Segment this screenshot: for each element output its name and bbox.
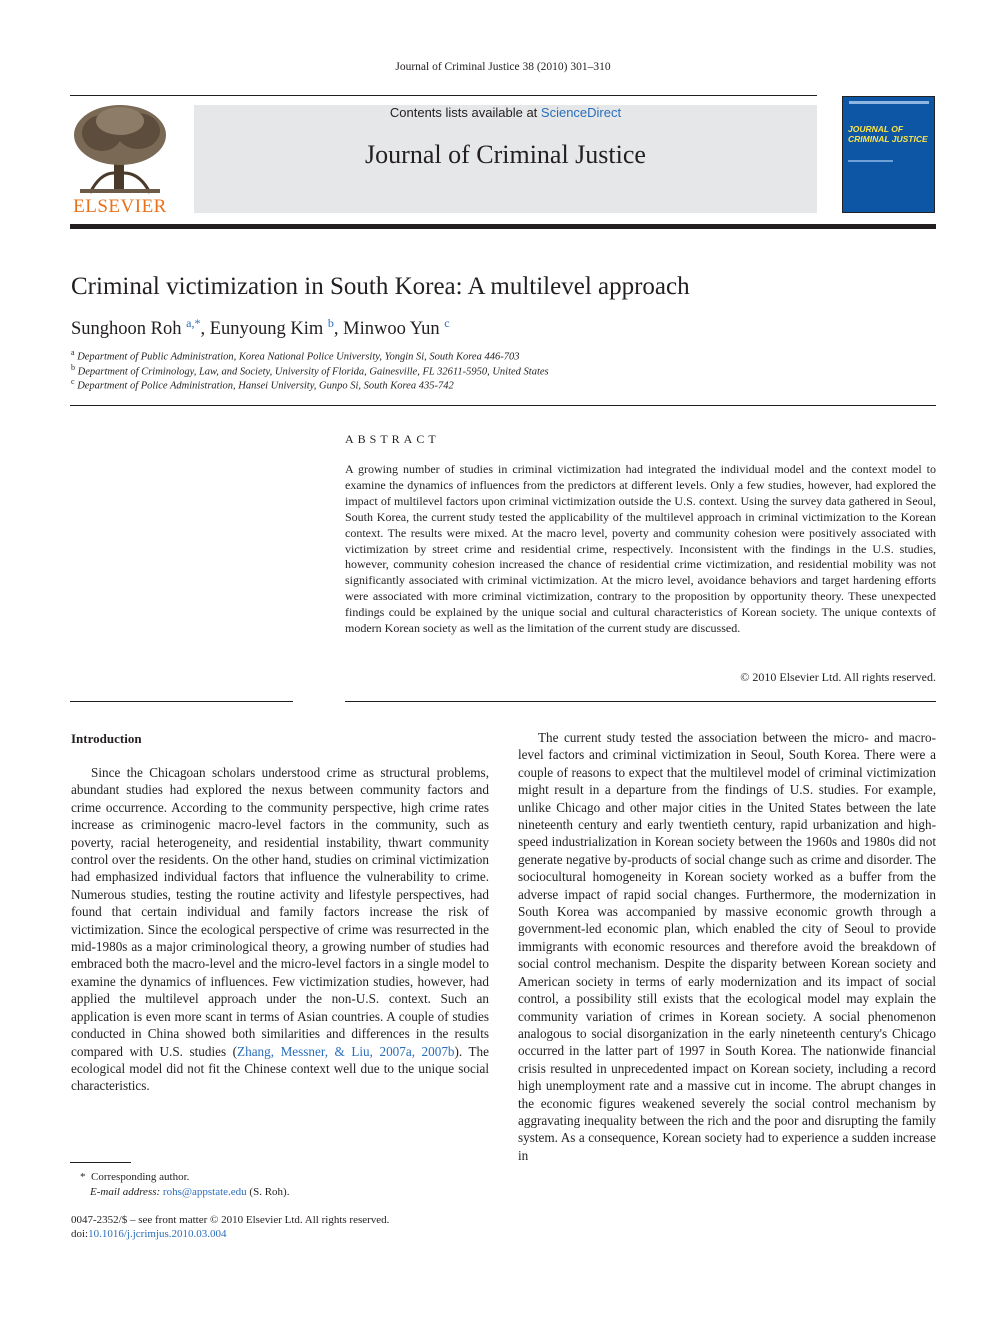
- affiliation-text: Department of Criminology, Law, and Society, University of Florida, Gainesville, FL 32611-5950, United States: [77, 366, 549, 378]
- citation-link[interactable]: Zhang, Messner, & Liu, 2007a, 2007b: [237, 1043, 455, 1059]
- footnote-text: Corresponding author.: [91, 1171, 190, 1183]
- affiliation: [71, 348, 519, 363]
- doi-link[interactable]: 10.1016/j.jcrimjus.2010.03.004: [88, 1228, 227, 1240]
- cover-title: JOURNAL OF CRIMINAL JUSTICE: [848, 124, 928, 144]
- cover-top-band: [849, 101, 929, 104]
- article-title: Criminal victimization in South Korea: A multilevel approach: [71, 273, 690, 300]
- author-name: Sunghoon Roh: [71, 319, 182, 340]
- journal-title: Journal of Criminal Justice: [365, 140, 646, 169]
- left-column-rule: [70, 701, 293, 702]
- affiliation-text: Department of Police Administration, Hansei University, Gunpo Si, South Korea 435-742: [77, 380, 454, 392]
- body-column-right: [518, 729, 936, 1164]
- paragraph: [71, 764, 489, 1095]
- footnote-rule: [70, 1162, 131, 1163]
- paragraph-text: ). The ecological model did not fit the Chinese context well due to the unique social characteristics.: [71, 1043, 489, 1094]
- author-affiliation-mark[interactable]: c: [444, 316, 450, 330]
- email-link[interactable]: rohs@appstate.edu: [162, 1186, 247, 1198]
- abstract-heading: ABSTRACT: [345, 432, 440, 446]
- doi-line: [71, 1228, 227, 1240]
- contents-line: [194, 105, 817, 120]
- header-thick-rule: [70, 224, 936, 229]
- sciencedirect-link[interactable]: ScienceDirect: [540, 105, 622, 120]
- abstract-copyright: © 2010 Elsevier Ltd. All rights reserved.: [740, 670, 936, 684]
- affiliation-mark: a: [71, 348, 75, 357]
- abstract-text: A growing number of studies in criminal victimization had integrated the individual model and the context model to examine the dynamics of influences from the predictors at different levels. Only a few studies, however, had explored the impact of multilevel factors upon criminal victimization outside the U.S. context. Using the survey data gathered in Seoul, South Korea, the current study tested the applicability of the multilevel approach in criminal victimization to the Korean context. The results were mixed. At the macro level, poverty and community cohesion were positively associated with victimization by street crime and residential crime, respectively. Inconsistent with the findings in the U.S. studies, however, community cohesion increased the chance of residential crime victimization, and residential mobility was not significantly associated with criminal victimization. At the micro level, avoidance behaviors and target hardening efforts were associated with more criminal victimization, contrary to the proposition by opportunity theory. These unexpected findings could be explained by the unique social and cultural characteristics of Korean society. The unique contexts of modern Korean society as well as the limitation of the current study are discussed.: [345, 462, 936, 636]
- author-affiliation-mark[interactable]: a,*: [186, 316, 201, 330]
- paragraph-text: Since the Chicagoan scholars understood crime as structural problems, abundant studies had explored the nexus between community factors and crime occurrence. According to the community perspective, high crime rates increase as criminogenic macro-level factors in the community, such as poverty, racial heterogeneity, and residential instability, thwart community control over the residents. On the other hand, studies on criminal victimization had emphasized individual factors that influence the vulnerability to crime. Numerous studies, testing the routine activity and lifestyle perspectives, had found that certain individual and family factors increase the risk of victimization. Since the ecological perspective of crime was resurrected in the mid-1980s as a major criminological theory, a growing number of studies had embraced both the macro-level and the micro-level factors in a single model to examine the dynamics of influences. Few victimization studies, however, had applied the multilevel approach under the non-U.S. context. Such an application is even more scant in terms of Asian countries. A couple of studies conducted in China showed both similarities and differences in the results compared with U.S. studies (: [71, 765, 489, 1059]
- section-heading-introduction: Introduction: [71, 731, 142, 746]
- footnote-mark: *: [80, 1171, 86, 1183]
- abstract-bottom-rule: [345, 701, 936, 702]
- doi-prefix: doi:: [71, 1228, 89, 1240]
- affiliation: [71, 377, 454, 392]
- email-label: E-mail address:: [90, 1186, 161, 1198]
- elsevier-wordmark: ELSEVIER: [73, 196, 167, 217]
- author-name: Eunyoung Kim: [209, 319, 324, 340]
- issn-line: 0047-2352/$ – see front matter © 2010 Elsevier Ltd. All rights reserved.: [71, 1214, 390, 1226]
- journal-cover-thumbnail: [842, 96, 935, 213]
- affiliation-rule: [70, 405, 936, 406]
- author-affiliation-mark[interactable]: b: [327, 316, 334, 330]
- email-suffix: (S. Roh).: [249, 1186, 290, 1198]
- body-column-left: [71, 764, 489, 1095]
- paragraph: The current study tested the association between the micro- and macro-level factors and criminal victimization in Seoul, South Korea. There were a couple of reasons to expect that the multilevel model of criminal victimization might result in a departure from the findings of U.S. studies. For example, unlike Chicago and other major cities in the United States between the late nineteenth century and early twentieth century, rapid urbanization and high-speed industrialization in Korean society between the 1960s and 1980s did not generate negative by-products of social change such as crime and disorder. The sociocultural homogeneity in Korean society worked as a buffer from the adverse impact of rapid social changes. Furthermore, the modernization in South Korea was accompanied by massive economic growth through a government-led economic plan, which enabled the city of Seoul to provide immigrants with economic resources and therefore avoid the breakdown of social control mechanism. Despite the disparity between Korean society and American society in terms of early modernization and its impact of social control, a possibility still exists that the ecological model may explain the community variation of crimes in Korean society. A social phenomenon analogous to social disorganization in the early nineteenth century's Chicago occurred in the latter part of 1997 in South Korea. The nationwide financial crisis resulted in unprecedented impact on Korean society, including a record high unemployment rate and a massive cut in income. The abrupt changes in the economic figures weakened severely the social control mechanism by aggravating inequality between the rich and the poor and disrupting the family system. As a consequence, Korean society had to experience a sudden increase in: [518, 730, 936, 1163]
- journal-citation: Journal of Criminal Justice 38 (2010) 301–310: [395, 61, 611, 73]
- affiliation-mark: c: [71, 377, 75, 386]
- corresponding-author-note: [80, 1171, 189, 1183]
- author-name: Minwoo Yun: [343, 319, 440, 340]
- contents-prefix: Contents lists available at: [389, 105, 541, 120]
- affiliation: [71, 363, 549, 378]
- header-top-rule: [70, 95, 817, 96]
- email-note: [90, 1186, 289, 1198]
- affiliation-mark: b: [71, 363, 75, 372]
- affiliation-text: Department of Public Administration, Korea National Police University, Yongin Si, South Korea 446-703: [77, 351, 520, 363]
- cover-sub-band: [848, 160, 893, 162]
- author-list: Sunghoon Roh $^{a,*}$, Eunyoung Kim $^b$, Minwoo Yun $^c$: [71, 316, 450, 340]
